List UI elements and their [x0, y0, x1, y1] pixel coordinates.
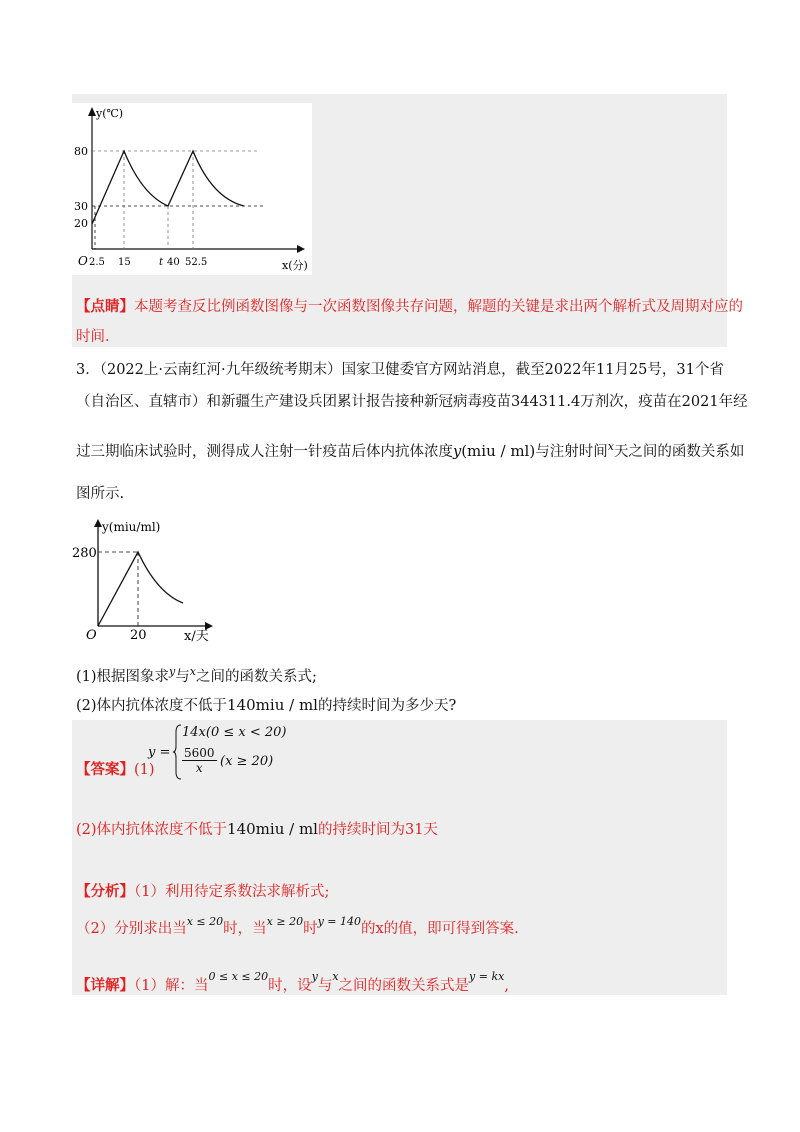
answer-y-eq: y =	[148, 745, 171, 760]
temperature-graph	[72, 103, 312, 275]
graph1-x-tick-t: t	[159, 257, 164, 268]
detail-line1: 【详解】（1）解：当$^{0 \le x \le 20}$时，设$^y$与$^x$之间的函数关系式是$^{y = kx}$,	[76, 970, 509, 994]
answer-fraction: $\frac{5600}{x}$	[184, 746, 215, 775]
problem3-line1: 3．（2022上·云南红河·九年级统考期末）国家卫健委官方网站消息，截至2022年11月25号，31个省	[76, 362, 724, 378]
answer-part2: (2)体内抗体浓度不低于140miu / ml的持续时间为31天	[76, 820, 438, 838]
analysis-line2: （2）分别求出当$^{x \le 20}$时，当$^{x \ge 20}$时$^{y = 140}$的x的值，即可得到答案.	[76, 915, 519, 937]
analysis-line1: 【分析】（1）利用待定系数法求解析式;	[76, 883, 330, 900]
question2: (2)体内抗体浓度不低于140miu / ml的持续时间为多少天?	[76, 696, 457, 714]
problem3-line2: （自治区、直辖市）和新疆生产建设兵团累计报告接种新冠病毒疫苗344311.4万剂次，疫苗在2021年经	[76, 394, 748, 410]
graph1-y-tick-30: 30	[74, 200, 88, 213]
answer-part1: 【答案】(1)	[76, 761, 155, 778]
graph1-x-tick-15: 15	[118, 257, 131, 268]
answer-block	[72, 720, 727, 995]
graph2-y-label: y(miu/ml)	[102, 520, 161, 534]
brace-icon	[172, 724, 182, 780]
graph2-peak-y: 280	[72, 546, 97, 561]
graph1-origin: O	[78, 254, 88, 268]
graph2-x-label: x/天	[184, 629, 209, 644]
graph1-y-tick-80: 80	[74, 145, 88, 158]
graph2-peak-x: 20	[130, 628, 147, 643]
graph1-x-tick-40: 40	[167, 257, 180, 268]
graph1-x-tick-52-5: 52.5	[185, 257, 208, 268]
graph2-origin: O	[86, 628, 97, 643]
answer-case2-cond: (x ≥ 20)	[220, 754, 274, 769]
problem3-line4: 图所示.	[76, 486, 125, 502]
antibody-graph	[72, 515, 232, 647]
problem3-line3: 过三期临床试验时，测得成人注射一针疫苗后体内抗体浓度y(miu / ml)与注射时间$^x$天之间的函数关系如	[76, 440, 745, 460]
graph1-y-label: y(℃)	[96, 107, 124, 120]
graph1-y-tick-20: 20	[74, 217, 88, 230]
question1: (1)根据图象求$^y$与$^x$之间的函数关系式;	[76, 665, 317, 685]
graph1-x-tick-2-5: 2.5	[89, 257, 105, 268]
answer-case1: 14x(0 ≤ x < 20)	[182, 725, 287, 740]
graph1-x-label: x(分)	[282, 259, 308, 272]
dianjing-line1: 【点睛】本题考查反比例函数图像与一次函数图像共存问题，解题的关键是求出两个解析式及周期对应的	[76, 298, 743, 315]
dianjing-line2: 时间.	[76, 329, 110, 345]
